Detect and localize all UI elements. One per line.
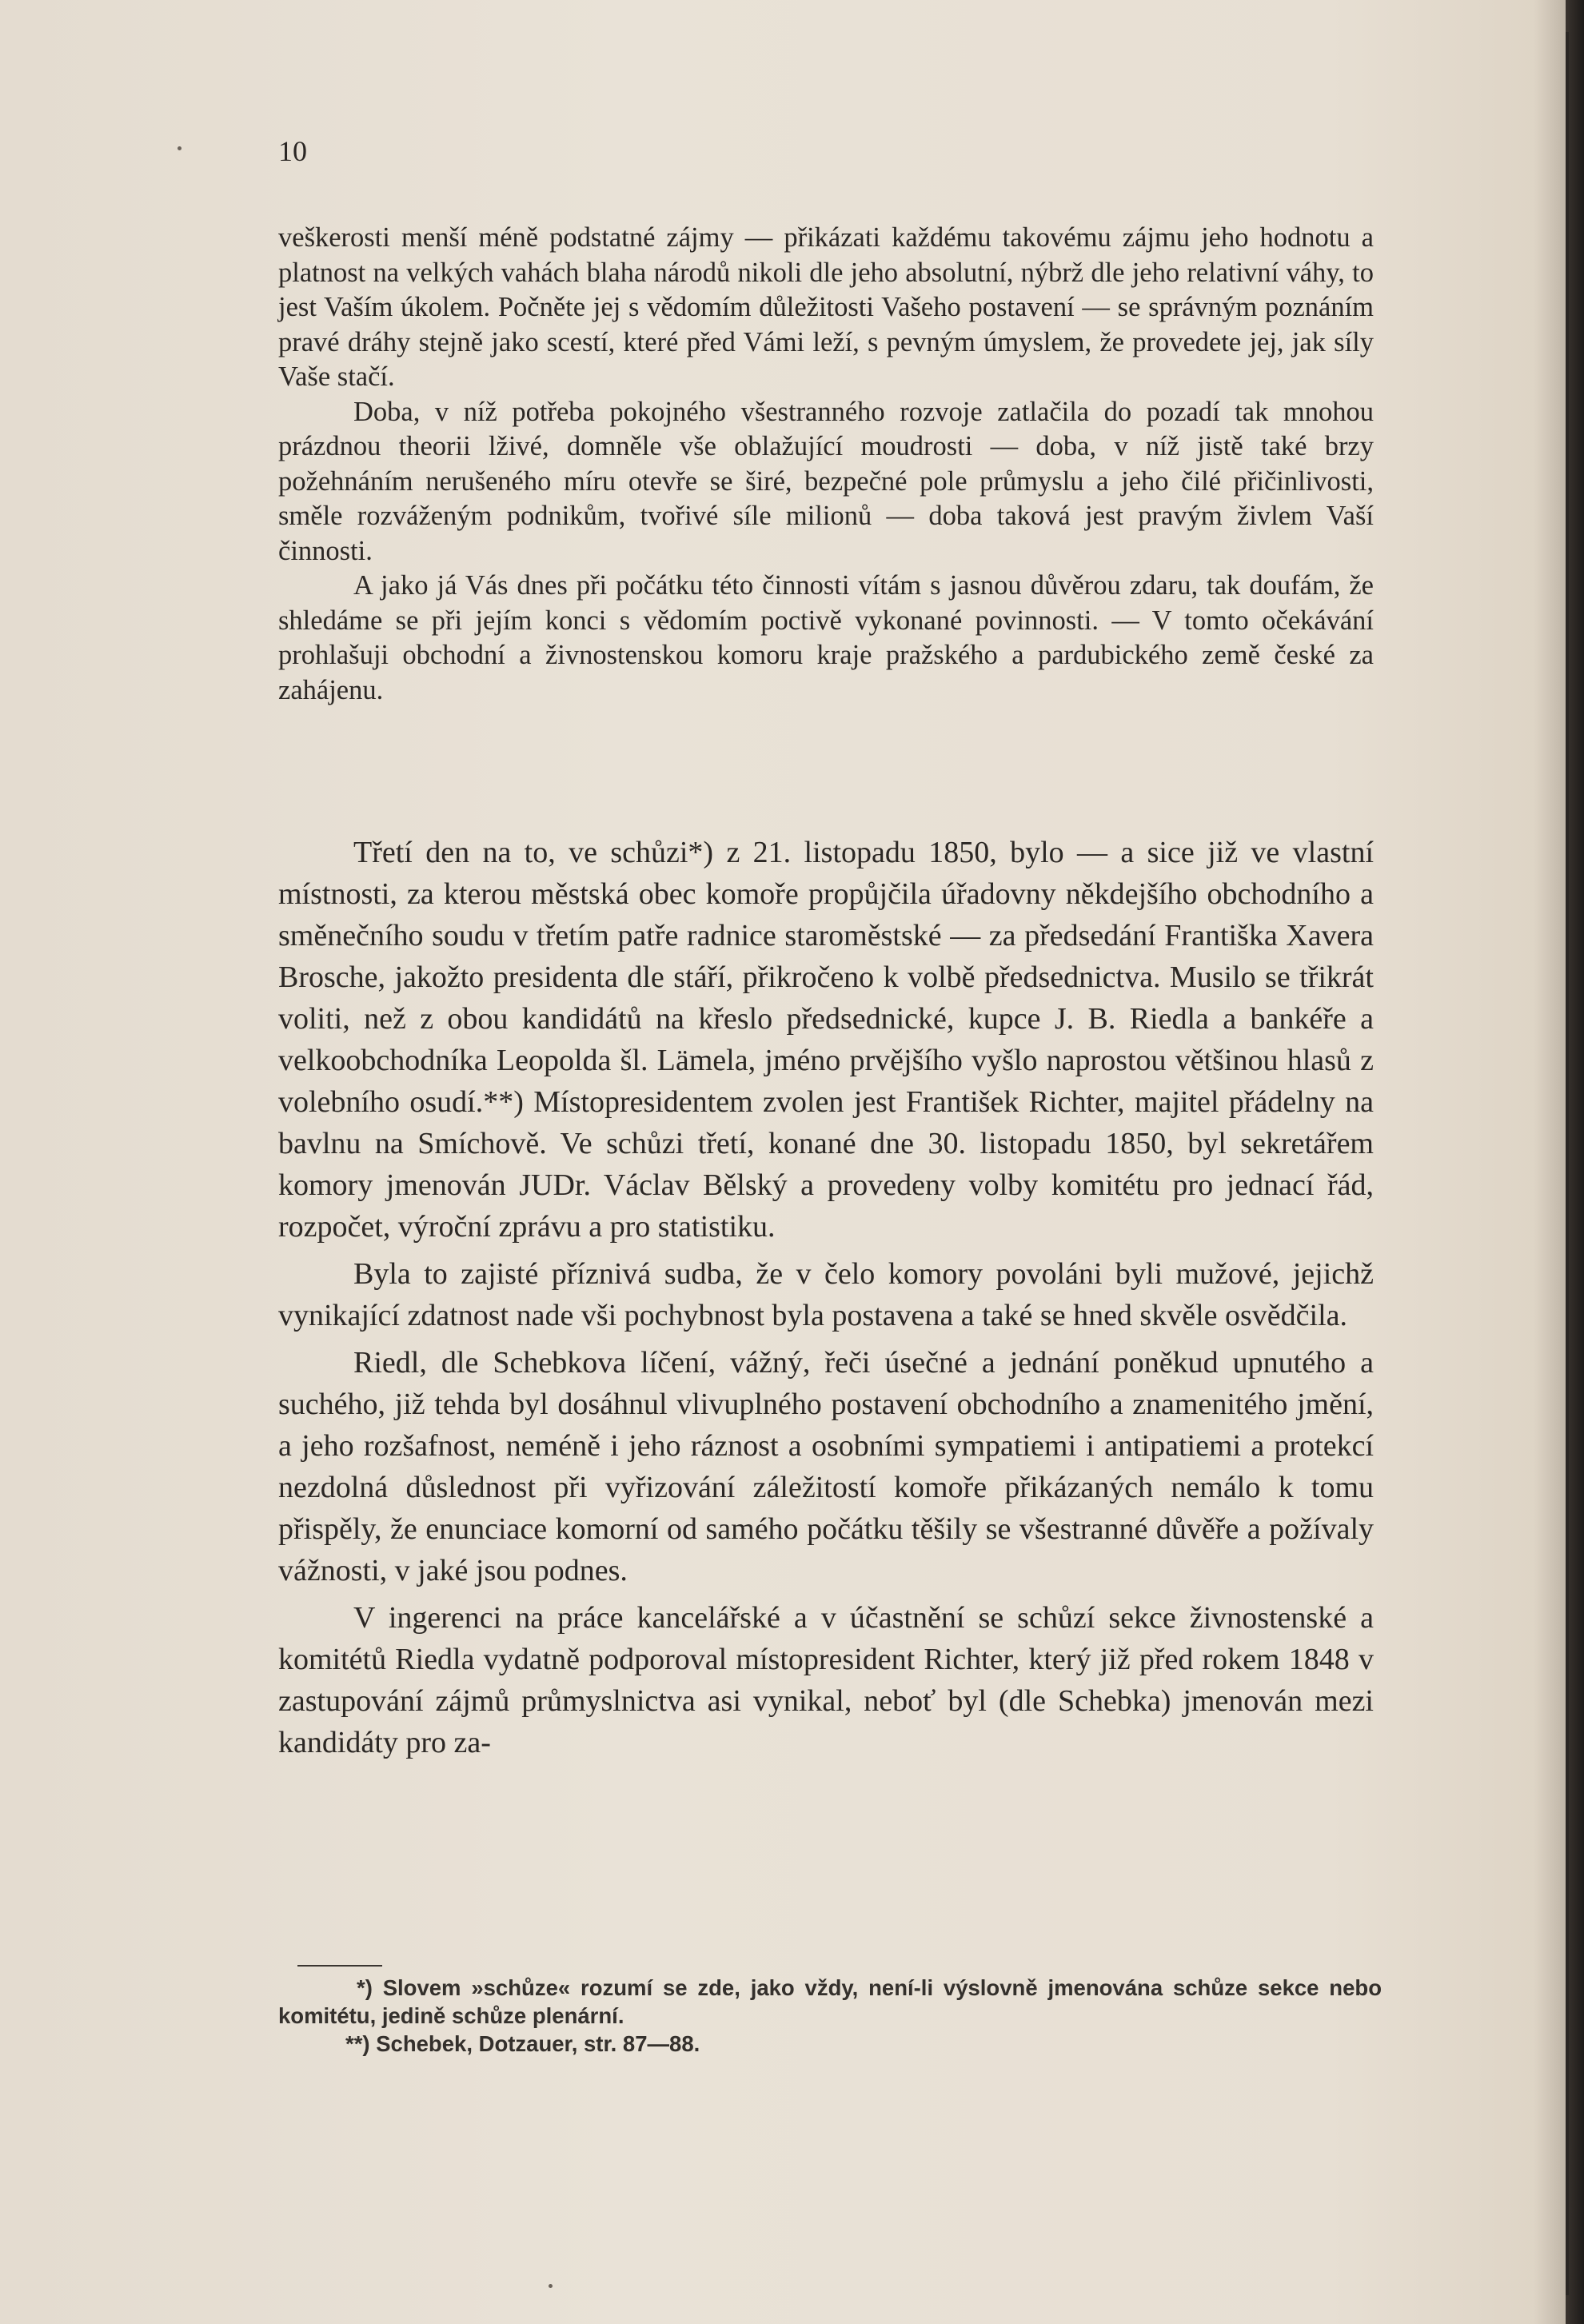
paragraph: V ingerenci na práce kancelářské a v účastnění se schůzí sekce živnostenské a komitétů Riedla vydatně podporoval místopresident Richter, který již před rokem 1848 v zastupování zájmů průmyslnictva asi vynikal, neboť byl (dle Schebka) jmenován mezi kandidáty pro za- xyxy=(278,1601,1374,1759)
paragraph: Doba, v níž potřeba pokojného všestranného rozvoje zatlačila do pozadí tak mnohou prázdnou theorii lživé, domněle vše oblažující moudrosti — doba, v níž jistě také brzy požehnáním nerušeného míru otevře se širé, bezpečné pole průmyslu a jeho čilé přičinlivosti, směle rozváženým podnikům, tvořivé síle milionů — doba taková jest pravým živlem Vaší činnosti. xyxy=(278,396,1374,566)
footnotes xyxy=(278,1974,1382,2058)
paragraph: veškerosti menší méně podstatné zájmy — přikázati každému takovému zájmu jeho hodnotu a platnost na velkých vahách blaha národů nikoli dle jeho absolutní, nýbrž dle jeho relativní váhy, to jest Vaším úkolem. Počněte jej s vědomím důležitosti Vašeho postavení — se správným poznáním pravé dráhy stejně jako scestí, které před Vámi leží, s pevným úmyslem, že provedete jej, jak síly Vaše stačí. xyxy=(278,222,1374,392)
footnote: **) Schebek, Dotzauer, str. 87—88. xyxy=(345,2031,700,2056)
paragraph: A jako já Vás dnes při počátku této činnosti vítám s jasnou důvěrou zdaru, tak doufám, že shledáme se při jejím konci s vědomím poctivě vykonané povinnosti. — V tomto očekávání prohlašuji obchodní a živnostenskou komoru kraje pražského a pardubického země české za zahájenu. xyxy=(278,570,1374,705)
main-text-block xyxy=(278,832,1374,1763)
paragraph: Třetí den na to, ve schůzi*) z 21. listopadu 1850, bylo — a sice již ve vlastní místnosti, za kterou městská obec komoře propůjčila úřadovny někdejšího obchodního a směnečního soudu v třetím patře radnice staroměstské — za předsedání Františka Xavera Brosche, jakožto presidenta dle stáří, přikročeno k volbě předsednictva. Musilo se třikrát voliti, než z obou kandidátů na křeslo předsednické, kupce J. B. Riedla a bankéře a velkoobchodníka Leopolda šl. Lämela, jméno prvějšího vyšlo naprostou většinou hlasů z volebního osudí.**) Místopresidentem zvolen jest František Richter, majitel přádelny na bavlnu na Smíchově. Ve schůzi třetí, konané dne 30. listopadu 1850, byl sekretářem komory jmenován JUDr. Václav Bělský a provedeny volby komitétu pro jednací řád, rozpočet, výroční zprávu a pro statistiku. xyxy=(278,836,1374,1244)
speech-text-block xyxy=(278,221,1374,708)
footnote: *) Slovem »schůze« rozumí se zde, jako vždy, není-li výslovně jmenována schůze sekce nebo komitétu, jedině schůze plenární. xyxy=(278,1975,1382,2028)
print-speck xyxy=(549,2284,553,2288)
print-speck xyxy=(178,146,182,150)
page-edge-line xyxy=(1566,32,1569,2295)
footnote-divider xyxy=(297,1965,382,1967)
page-number: 10 xyxy=(278,135,307,167)
paragraph: Riedl, dle Schebkova líčení, vážný, řeči úsečné a jednání poněkud upnutého a suchého, již tehda byl dosáhnul vlivuplného postavení obchodního a znamenitého jmění, a jeho rozšafnost, neméně i jeho ráznost a osobními sympatiemi i antipatiemi a protekcí nezdolná důslednost při vyřizování záležitostí komoře přikázaných nemálo k tomu přispěly, že enunciace komorní od samého počátku těšily se všestranné důvěře a požívaly vážnosti, v jaké jsou podnes. xyxy=(278,1346,1374,1587)
paragraph: Byla to zajisté příznivá sudba, že v čelo komory povoláni byli mužové, jejichž vynikající zdatnost nade vši pochybnost byla postavena a také se hned skvěle osvědčila. xyxy=(278,1257,1374,1332)
